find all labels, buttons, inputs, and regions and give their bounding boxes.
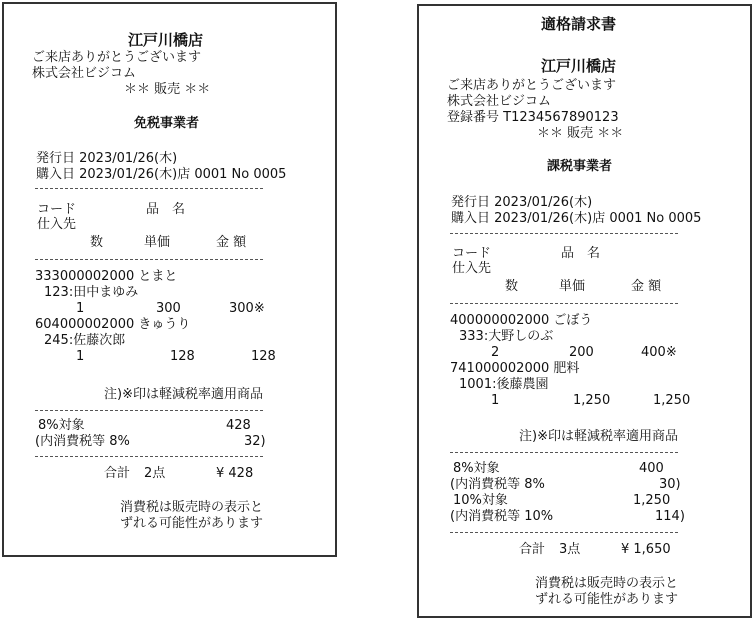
header-unit-price: 単価: [144, 235, 171, 250]
tax-label: 10%対象: [453, 493, 508, 508]
item-amount: 1,250: [653, 393, 691, 408]
divider: [35, 456, 263, 457]
tax-label: 8%対象: [453, 461, 500, 476]
item-code-name: 333000002000 とまと: [35, 269, 178, 284]
greeting: ご来店ありがとうございます: [32, 50, 202, 65]
business-type: 免税事業者: [134, 116, 200, 131]
header-qty: 数: [90, 235, 104, 250]
item-unit-price: 200: [569, 345, 594, 360]
header-qty: 数: [505, 279, 519, 294]
item-qty: 1: [76, 349, 85, 364]
header-supplier: 仕入先: [452, 261, 492, 276]
tax-value: 30): [659, 477, 681, 492]
header-unit-price: 単価: [559, 279, 586, 294]
reduced-tax-note: 注)※印は軽減税率適用商品: [104, 387, 263, 402]
item-qty: 2: [491, 345, 500, 360]
greeting: ご来店ありがとうございます: [447, 78, 617, 93]
purchase-date: 購入日 2023/01/26(木)店 0001 No 0005: [451, 211, 702, 226]
divider: [450, 452, 678, 453]
receipt-qualified-invoice: [417, 4, 752, 618]
company-name: 株式会社ビジコム: [447, 94, 552, 109]
purchase-date: 購入日 2023/01/26(木)店 0001 No 0005: [36, 167, 287, 182]
divider: [450, 532, 678, 533]
item-amount: 128: [251, 349, 276, 364]
header-amount: 金 額: [631, 279, 662, 294]
tax-value: 400: [639, 461, 664, 476]
tax-value: 1,250: [633, 493, 671, 508]
tax-value: 114): [655, 509, 685, 524]
business-type: 課税事業者: [547, 159, 613, 174]
receipt-tax-exempt: [2, 2, 337, 557]
tax-label: (内消費税等 8%: [450, 477, 545, 492]
store-name: 江戸川橋店: [128, 31, 204, 49]
item-qty: 1: [491, 393, 500, 408]
divider: [450, 303, 678, 304]
header-amount: 金 額: [216, 235, 247, 250]
tax-value: 428: [226, 418, 251, 433]
item-qty: 1: [76, 301, 85, 316]
registration-number: 登録番号 T1234567890123: [447, 110, 619, 125]
item-code-name: 400000002000 ごぼう: [450, 313, 593, 328]
divider: [35, 259, 263, 260]
tax-label: (内消費税等 8%: [35, 434, 130, 449]
header-code: コード: [452, 246, 492, 261]
item-supplier: 245:佐藤次郎: [44, 333, 126, 348]
header-code: コード: [37, 202, 77, 217]
footer-note-1: 消費税は販売時の表示と: [120, 500, 264, 515]
tax-label: (内消費税等 10%: [450, 509, 554, 524]
footer-note-2: ずれる可能性があります: [535, 592, 679, 607]
divider: [35, 410, 263, 411]
store-name: 江戸川橋店: [541, 57, 617, 75]
item-supplier: 123:田中まゆみ: [44, 285, 139, 300]
item-code-name: 741000002000 肥料: [450, 361, 580, 376]
item-unit-price: 128: [170, 349, 195, 364]
item-unit-price: 1,250: [573, 393, 611, 408]
total-count: 2点: [144, 466, 166, 481]
sale-label: ＊＊ 販売 ＊＊: [124, 82, 211, 97]
company-name: 株式会社ビジコム: [32, 66, 137, 81]
divider: [35, 188, 263, 189]
item-supplier: 333:大野しのぶ: [459, 329, 554, 344]
total-count: 3点: [559, 542, 581, 557]
total-amount: ¥ 428: [216, 466, 254, 481]
sale-label: ＊＊ 販売 ＊＊: [537, 126, 624, 141]
item-code-name: 604000002000 きゅうり: [35, 317, 191, 332]
issue-date: 発行日 2023/01/26(木): [36, 151, 178, 166]
header-item-name: 品 名: [561, 246, 601, 261]
tax-value: 32): [244, 434, 266, 449]
total-label: 合計: [519, 542, 546, 557]
header-supplier: 仕入先: [37, 217, 77, 232]
invoice-title: 適格請求書: [541, 15, 617, 33]
item-supplier: 1001:後藤農園: [459, 377, 549, 392]
issue-date: 発行日 2023/01/26(木): [451, 195, 593, 210]
total-amount: ¥ 1,650: [621, 542, 671, 557]
footer-note-1: 消費税は販売時の表示と: [535, 576, 679, 591]
item-amount: 400※: [641, 345, 677, 360]
reduced-tax-note: 注)※印は軽減税率適用商品: [519, 429, 678, 444]
item-amount: 300※: [229, 301, 265, 316]
header-item-name: 品 名: [146, 202, 186, 217]
item-unit-price: 300: [156, 301, 181, 316]
total-label: 合計: [104, 466, 131, 481]
tax-label: 8%対象: [38, 418, 85, 433]
footer-note-2: ずれる可能性があります: [120, 516, 264, 531]
divider: [450, 233, 678, 234]
